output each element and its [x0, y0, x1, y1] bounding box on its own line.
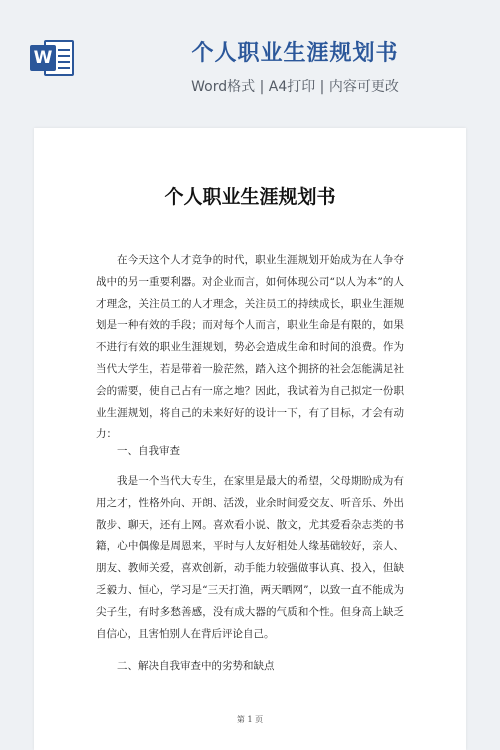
section-heading-self-review: 一、自我审查	[117, 445, 180, 457]
section-heading-weakness: 二、解决自我审查中的劣势和缺点	[117, 660, 275, 672]
word-icon-letter: W	[30, 45, 56, 71]
header-subtitle: Word格式 | A4打印 | 内容可更改	[191, 79, 399, 95]
word-icon-line	[58, 55, 70, 57]
word-icon	[30, 38, 76, 78]
page-number: 第 1 页	[236, 715, 264, 724]
document-title: 个人职业生涯规划书	[164, 186, 336, 208]
word-icon-line	[58, 49, 70, 51]
section-body-self-review: 我是一个当代大专生，在家里是最大的希望，父母期盼成为有用之才，性格外向、开朗、活泼，业余时间爱交友、听音乐、外出散步、聊天，还有上网。喜欢看小说、散文，尤其爱看杂志类的书籍，心中偶像是周恩来，平时与人友好相处人缘基础较好，亲人、朋友、教师关爱，喜欢创新，动手能力较强做事认真、投入，但缺乏毅力、恒心，学习是“三天打渔，两天晒网”，以致一直不能成为尖子生，有时多愁善感，没有成大器的气质和个性。但身高上缺乏自信心，且害怕别人在背后评论自己。	[96, 475, 404, 640]
intro-paragraph: 在今天这个人才竞争的时代，职业生涯规划开始成为在人争夺战中的另一重要利器。对企业而言，如何体现公司“以人为本”的人才理念，关注员工的人才理念，关注员工的持续成长，职业生涯规划是一种有效的手段；而对每个人而言，职业生命是有限的，如果不进行有效的职业生涯规划，势必会造成生命和时间的浪费。作为当代大学生，若是带着一脸茫然，踏入这个拥挤的社会怎能满足社会的需要，使自己占有一席之地？因此，我试着为自己拟定一份职业生涯规划，将自己的未来好好的设计一下，有了目标，才会有动力：	[96, 254, 404, 441]
word-icon-line	[58, 67, 70, 69]
header	[0, 0, 500, 110]
header-title: 个人职业生涯规划书	[191, 41, 399, 66]
document-page	[34, 128, 466, 750]
word-icon-line	[58, 61, 70, 63]
